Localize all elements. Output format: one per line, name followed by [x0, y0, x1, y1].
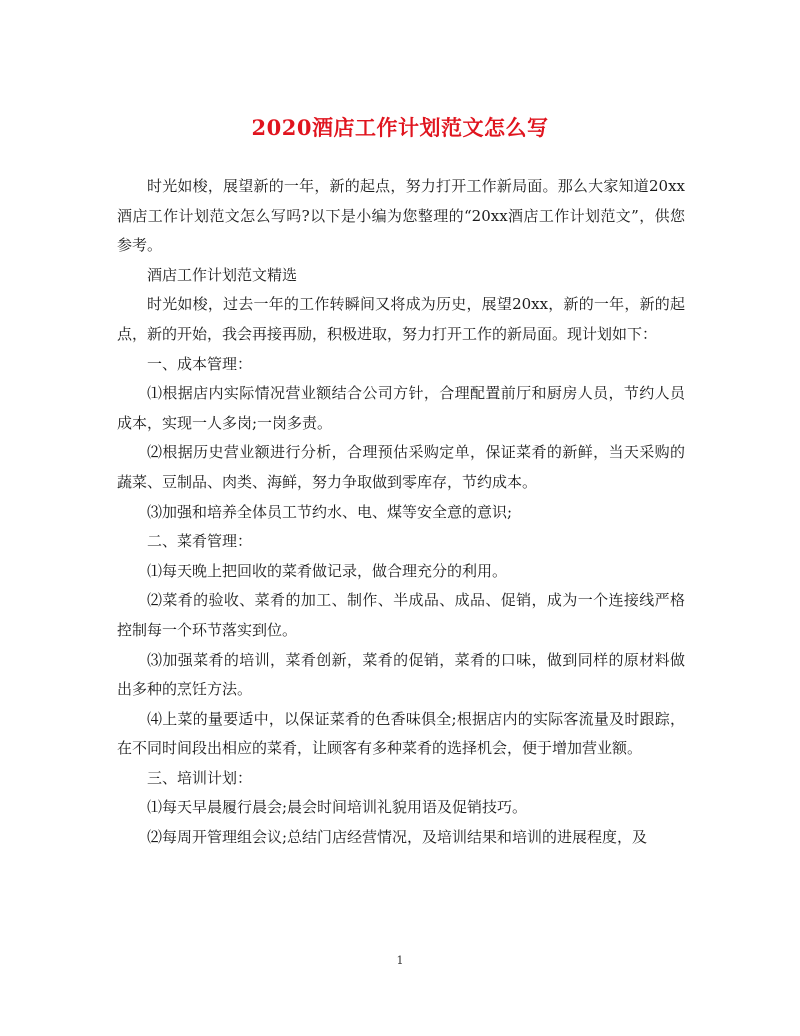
paragraph: 时光如梭，过去一年的工作转瞬间又将成为历史，展望20xx，新的一年，新的起点，新的开始，我会再接再励，积极进取，努力打开工作的新局面。现计划如下： — [117, 295, 685, 343]
list-item: ⑶加强菜肴的培训，菜肴创新，菜肴的促销，菜肴的口味，做到同样的原材料做出多种的烹饪方法。 — [117, 650, 685, 699]
list-item: ⑶加强和培养全体员工节约水、电、煤等安全意的意识; — [147, 502, 513, 521]
list-item: ⑴每天早晨履行晨会;晨会时间培训礼貌用语及促销技巧。 — [147, 798, 528, 817]
list-item: ⑴根据店内实际情况营业额结合公司方针，合理配置前厅和厨房人员，节约人员成本，实现一人多岗;一岗多责。 — [117, 384, 685, 432]
section-heading: 三、培训计划： — [147, 768, 253, 787]
list-item: ⑵根据历史营业额进行分析，合理预估采购定单，保证菜肴的新鲜，当天采购的蔬菜、豆制品、肉类、海鲜，努力争取做到零库存，节约成本。 — [117, 443, 685, 491]
section-heading: 一、成本管理： — [147, 354, 253, 373]
list-item: ⑵菜肴的验收、菜肴的加工、制作、半成品、成品、促销，成为一个连接线严格控制每一个环节落实到位。 — [117, 591, 685, 639]
document-body — [117, 172, 685, 853]
list-item: ⑷上菜的量要适中，以保证菜肴的色香味俱全;根据店内的实际客流量及时跟踪，在不同时间段出相应的菜肴，让顾客有多种菜肴的选择机会，便于增加营业额。 — [117, 709, 685, 758]
page-number: 1 — [396, 954, 404, 967]
document-title: 2020酒店工作计划范文怎么写 — [251, 115, 549, 140]
paragraph: 时光如梭，展望新的一年，新的起点，努力打开工作新局面。那么大家知道20xx酒店工作计划范文怎么写吗?以下是小编为您整理的“20xx酒店工作计划范文”，供您参考。 — [117, 177, 685, 255]
section-heading: 酒店工作计划范文精选 — [147, 265, 298, 284]
list-item: ⑵每周开管理组会议;总结门店经营情况，及培训结果和培训的进展程度，及 — [147, 828, 648, 847]
section-heading: 二、菜肴管理： — [147, 532, 253, 551]
list-item: ⑴每天晚上把回收的菜肴做记录，做合理充分的利用。 — [147, 561, 508, 580]
